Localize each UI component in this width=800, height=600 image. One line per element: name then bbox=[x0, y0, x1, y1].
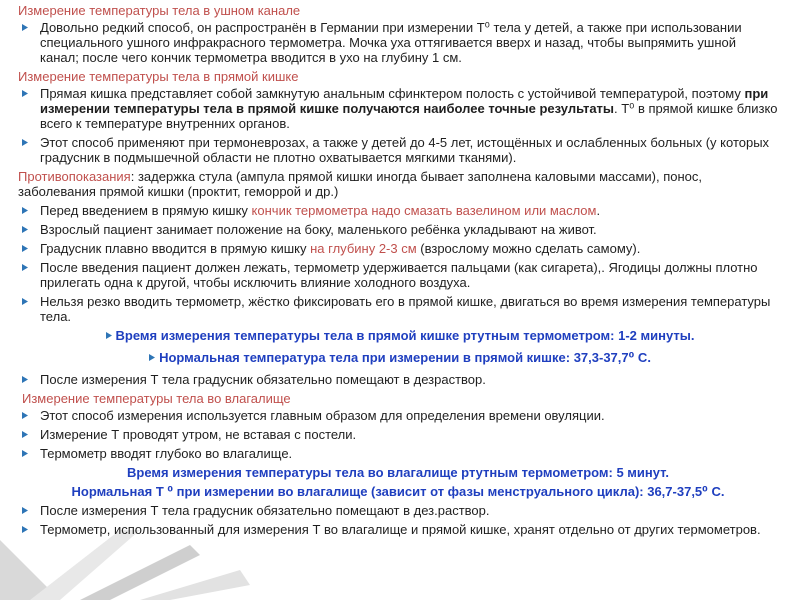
list-item: Градусник плавно вводится в прямую кишку на глубину 2-3 см (взрослому можно сделать самому). bbox=[18, 241, 778, 256]
ear-heading: Измерение температуры тела в ушном канале bbox=[18, 3, 301, 18]
triangle-right-icon bbox=[20, 222, 30, 237]
slide-content bbox=[18, 2, 778, 541]
list-item: После измерения Т тела градусник обязательно помещают в дезраствор. bbox=[18, 372, 778, 387]
triangle-right-icon bbox=[20, 522, 30, 537]
list-item: После введения пациент должен лежать, термометр удерживается пальцами (как сигарета),. Ягодицы должны плотно прилегать одна к другой, чтобы исключить влияние холодного воздуха. bbox=[18, 260, 778, 290]
rectal-heading: Измерение температуры тела в прямой кишке bbox=[18, 69, 299, 84]
triangle-right-icon bbox=[20, 86, 30, 101]
triangle-right-icon bbox=[20, 427, 30, 442]
list-item: Термометр, использованный для измерения Т во влагалище и прямой кишке, хранят отдельно от других термометров. bbox=[18, 522, 778, 537]
list-item: Перед введением в прямую кишку кончик термометра надо смазать вазелином или маслом. bbox=[18, 203, 778, 218]
triangle-right-icon bbox=[20, 241, 30, 256]
rectal-time: Время измерения температуры тела в прямой кишке ртутным термометром: 1-2 минуты. bbox=[18, 328, 778, 346]
vaginal-heading: Измерение температуры тела во влагалище bbox=[22, 391, 291, 406]
triangle-right-icon bbox=[20, 372, 30, 387]
triangle-right-icon bbox=[20, 446, 30, 461]
triangle-right-icon bbox=[20, 20, 30, 35]
list-item: После измерения Т тела градусник обязательно помещают в дез.раствор. bbox=[18, 503, 778, 518]
rectal-norm: Нормальная температура тела при измерении в прямой кишке: 37,3-37,7⁰ С. bbox=[18, 350, 778, 368]
list-item: Нельзя резко вводить термометр, жёстко фиксировать его в прямой кишке, двигаться во время измерения температуры тела. bbox=[18, 294, 778, 324]
triangle-right-icon bbox=[20, 408, 30, 423]
triangle-right-icon bbox=[20, 503, 30, 518]
list-item: Этот способ измерения используется главным образом для определения времени овуляции. bbox=[18, 408, 778, 423]
triangle-right-icon bbox=[145, 350, 159, 368]
triangle-right-icon bbox=[102, 328, 116, 346]
list-item: Взрослый пациент занимает положение на боку, маленького ребёнка укладывают на живот. bbox=[18, 222, 778, 237]
vaginal-time: Время измерения температуры тела во влагалище ртутным термометром: 5 минут. bbox=[127, 465, 669, 480]
triangle-right-icon bbox=[20, 260, 30, 275]
list-item: Термометр вводят глубоко во влагалище. bbox=[18, 446, 778, 461]
list-item: Довольно редкий способ, он распространён в Германии при измерении Т⁰ тела у детей, а также при использовании специального ушного инфракрасного термометра. Мочка уха оттягивается вверх и назад, чтобы выпрямить ушной канал; после чего кончик термометра вводится в ухо на глубину 1 см. bbox=[18, 20, 778, 65]
list-item: Измерение Т проводят утром, не вставая с постели. bbox=[18, 427, 778, 442]
list-item: Этот способ применяют при термоневрозах, а также у детей до 4-5 лет, истощённых и ослабленных больных (у которых градусник в подмышечной области не плотно охватывается мягкими тканями). bbox=[18, 135, 778, 165]
triangle-right-icon bbox=[20, 203, 30, 218]
contraindications: Противопоказания: задержка стула (ампула прямой кишки иногда бывает заполнена каловыми массами), понос, заболевания прямой кишки (проктит, геморрой и др.) bbox=[18, 169, 703, 199]
list-item: Прямая кишка представляет собой замкнутую анальным сфинктером полость с устойчивой температурой, поэтому при измерении температуры тела в прямой кишке получаются наиболее точные результаты. Т⁰ в прямой кишке близко всего к температуре внутренних органов. bbox=[18, 86, 778, 131]
triangle-right-icon bbox=[20, 135, 30, 150]
triangle-right-icon bbox=[20, 294, 30, 309]
vaginal-norm: Нормальная Т ⁰ при измерении во влагалище (зависит от фазы менструального цикла): 36,7-37,5⁰ С. bbox=[71, 484, 725, 499]
